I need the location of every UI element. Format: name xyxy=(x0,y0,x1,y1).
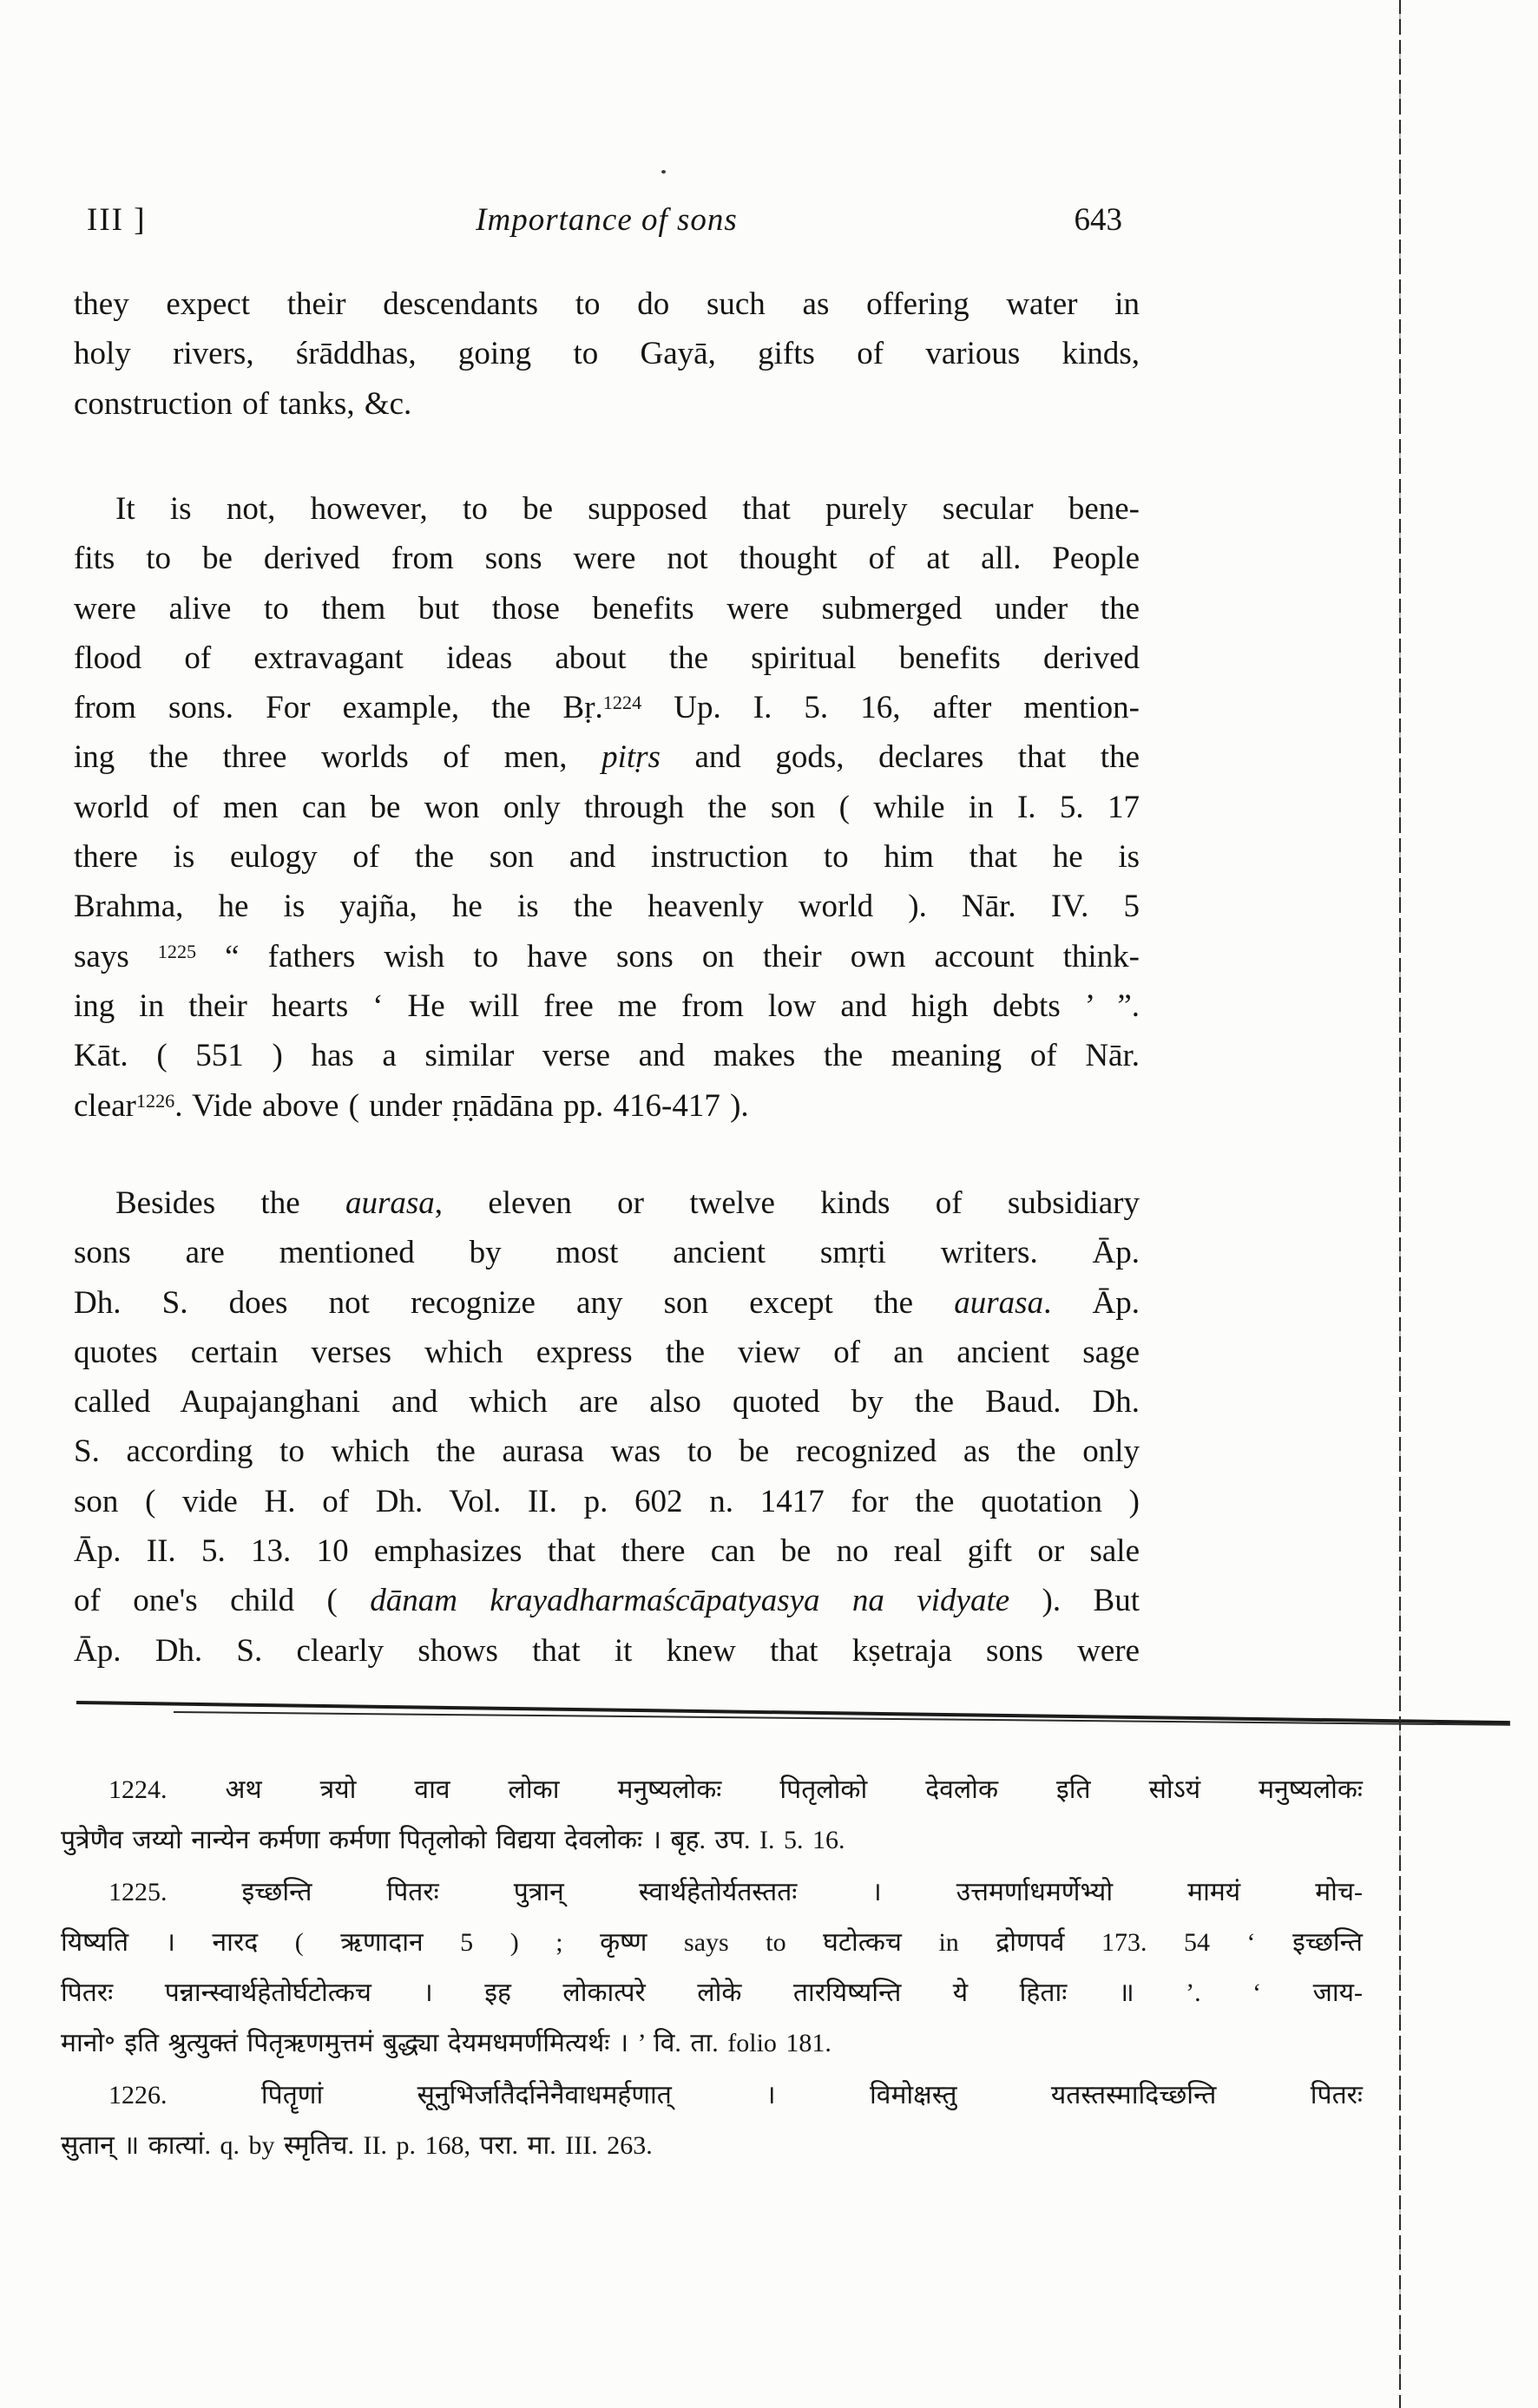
footnote-line: 1225. इच्छन्ति पितरः पुत्रान् स्वार्थहेतोर्यतस्ततः । उत्तमर्णाधमर्णेभ्यो मामयं मोच- xyxy=(108,1878,1363,1906)
text-line: says $^{1225}$ “ fathers wish to have sons on their own account think- xyxy=(74,938,1140,974)
text-line: Besides the aurasa, eleven or twelve kinds of subsidiary xyxy=(115,1185,1140,1221)
text-line: Dh. S. does not recognize any son except the aurasa. Āp. xyxy=(74,1284,1140,1321)
text-line: Āp. II. 5. 13. 10 emphasizes that there can be no real gift or sale xyxy=(74,1533,1140,1570)
page-edge-line xyxy=(1399,0,1401,2408)
section-marker: III ] xyxy=(87,202,147,238)
text-line: Brahma, he is yajña, he is the heavenly world ). Nār. IV. 5 xyxy=(74,889,1140,925)
footnotes xyxy=(61,0,1363,2408)
scan-speck xyxy=(661,170,666,174)
footnote-line: सुतान् ॥ कात्यां. q. by स्मृतिच. II. p. 168, परा. मा. III. 263. xyxy=(61,2131,653,2160)
page-number: 643 xyxy=(1074,202,1122,238)
text-line: It is not, however, to be supposed that purely secular bene- xyxy=(115,491,1140,527)
footnote-line: मानो॰ इति श्रुत्युक्तं पितृऋणमुत्तमं बुद्ध्या देयमधमर्णमित्यर्थः । ’ वि. ता. folio 181. xyxy=(61,2029,831,2057)
text-line: holy rivers, śrāddhas, going to Gayā, gifts of various kinds, xyxy=(74,336,1140,372)
running-title: Importance of sons xyxy=(476,202,738,238)
footnote-line: पितरः पन्नान्स्वार्थहेतोर्घटोत्कच । इह लोकात्परे लोके तारयिष्यन्ति ये हिताः ॥ ’. ‘ जाय- xyxy=(61,1978,1363,2007)
text-line: called Aupajanghani and which are also quoted by the Baud. Dh. xyxy=(74,1384,1140,1421)
text-line: Āp. Dh. S. clearly shows that it knew that kṣetraja sons were xyxy=(74,1632,1140,1669)
text-line: world of men can be won only through the son ( while in I. 5. 17 xyxy=(74,789,1140,825)
text-line: Kāt. ( 551 ) has a similar verse and makes the meaning of Nār. xyxy=(74,1038,1140,1074)
footnote-line: यिष्यति । नारद ( ऋणादान 5 ) ; कृष्ण says to घटोत्कच in द्रोणपर्व 173. 54 ‘ इच्छन्ति xyxy=(61,1928,1363,1957)
text-line: sons are mentioned by most ancient smṛti writers. Āp. xyxy=(74,1235,1140,1271)
text-line: S. according to which the aurasa was to be recognized as the only xyxy=(74,1434,1140,1470)
text-line: ing the three worlds of men, pitṛs and gods, declares that the xyxy=(74,739,1140,776)
footnote-line: 1226. पितॄणां सूनुभिर्जातैर्दानेनैवाधमर्हणात् । विमोक्षस्तु यतस्तस्मादिच्छन्ति पितरः xyxy=(108,2081,1363,2109)
text-line: fits to be derived from sons were not thought of at all. People xyxy=(74,541,1140,577)
text-line: quotes certain verses which express the view of an ancient sage xyxy=(74,1334,1140,1370)
text-line: from sons. For example, the Bṛ.$^{1224}$ Up. I. 5. 16, after mention- xyxy=(74,690,1140,726)
text-line: construction of tanks, &c. xyxy=(74,385,412,422)
footnote xyxy=(61,2070,1363,2171)
footnote-line: 1224. अथ त्रयो वाव लोका मनुष्यलोकः पितृलोको देवलोक इति सोऽयं मनुष्यलोकः xyxy=(108,1775,1363,1804)
text-line: son ( vide H. of Dh. Vol. II. p. 602 n. 1417 for the quotation ) xyxy=(74,1483,1140,1519)
footnote-line: पुत्रेणैव जय्यो नान्येन कर्मणा कर्मणा पितृलोको विद्यया देवलोकः । बृह. उप. I. 5. 16. xyxy=(61,1826,845,1854)
footnote xyxy=(61,1867,1363,2069)
text-line: clear$^{1226}$. Vide above ( under ṛṇādāna pp. 416-417 ). xyxy=(74,1087,749,1124)
footnote xyxy=(61,1765,1363,1866)
text-line: of one's child ( dānam krayadharmaścāpatyasya na vidyate ). But xyxy=(74,1583,1140,1619)
text-line: ing in their hearts ‘ He will free me from low and high debts ’ ”. xyxy=(74,987,1140,1024)
text-line: flood of extravagant ideas about the spiritual benefits derived xyxy=(74,640,1140,676)
text-line: were alive to them but those benefits were submerged under the xyxy=(74,590,1140,627)
text-line: they expect their descendants to do such as offering water in xyxy=(74,286,1140,322)
text-line: there is eulogy of the son and instruction to him that he is xyxy=(74,839,1140,876)
